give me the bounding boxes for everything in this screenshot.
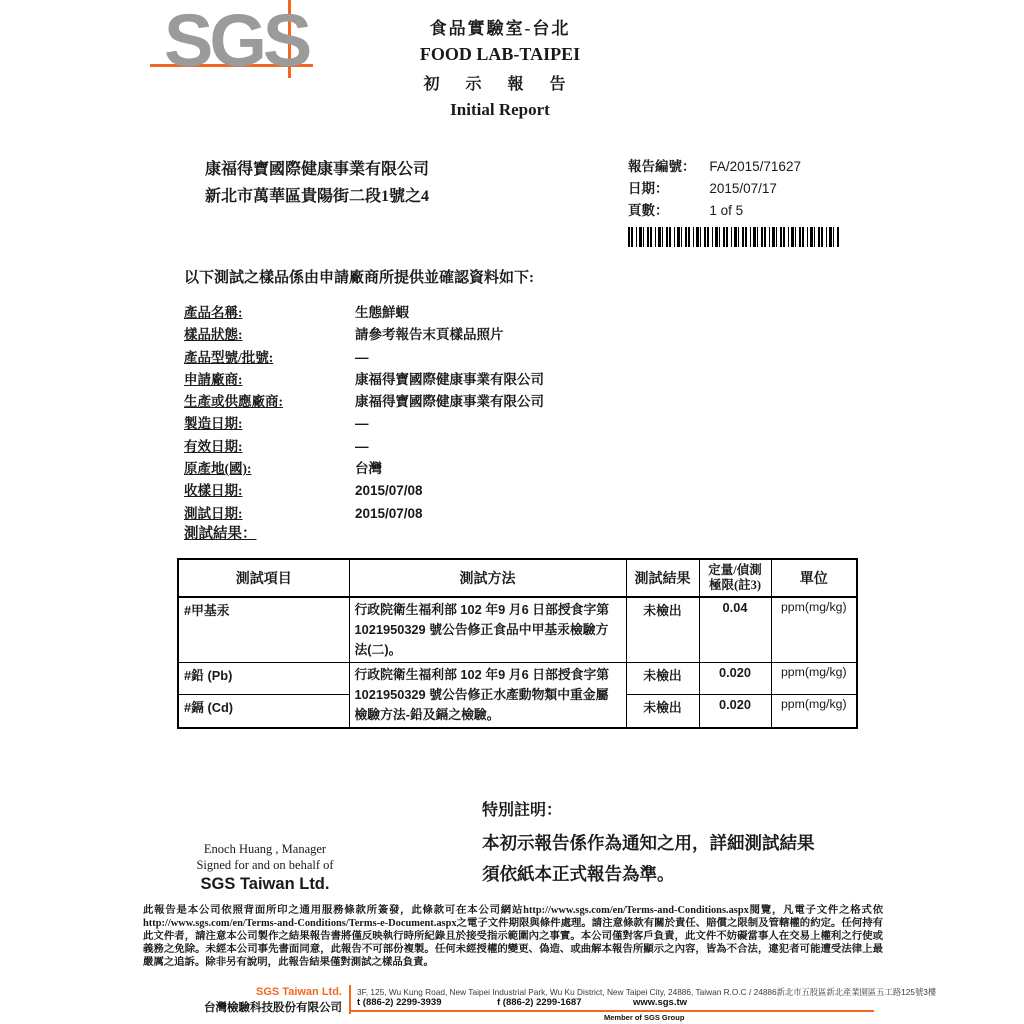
report-number-row	[628, 156, 801, 178]
report-barcode	[628, 227, 840, 247]
field-value: 台灣	[355, 461, 382, 477]
cell-unit: ppm(mg/kg)	[771, 663, 857, 695]
results-heading: 測試結果：	[184, 526, 257, 542]
signature-company: SGS Taiwan Ltd.	[200, 875, 330, 893]
field-label: 原產地(國):	[184, 461, 252, 477]
special-note-title: 特別註明：	[482, 802, 563, 819]
footer-company-block	[140, 986, 342, 1015]
field-sample-status	[184, 323, 544, 345]
field-value: 2015/07/08	[355, 505, 423, 521]
field-value: —	[355, 416, 369, 432]
cell-item: #鉛 (Pb)	[178, 663, 349, 695]
field-value: 生態鮮蝦	[355, 305, 409, 320]
report-pages-value: 1 of 5	[709, 203, 744, 218]
cell-method: 行政院衛生福利部 102 年9 月6 日部授食字第 1021950329 號公告修正食品中甲基汞檢驗方法(二)。	[349, 597, 626, 663]
client-name: 康福得寶國際健康事業有限公司	[205, 161, 430, 178]
field-expiry-date	[184, 435, 544, 457]
field-manufacture-date	[184, 412, 544, 434]
report-date-row	[628, 178, 801, 200]
cell-result: 未檢出	[626, 663, 699, 695]
field-receive-date	[184, 479, 544, 501]
footer-company-en: SGS Taiwan Ltd.	[256, 986, 342, 998]
cell-item: #甲基汞	[178, 597, 349, 663]
field-value: 請參考報告末頁樣品照片	[355, 327, 504, 343]
legal-disclaimer: 此報告是本公司依照背面所印之通用服務條款所簽發，此條款可在本公司網站http://www.sgs.com/en/Terms-and-Conditions.aspx閱覽，凡電子文件之格式依http://www.sgs.com/en/Terms-and-Conditions/Terms-e-Document.aspx之電子文件期限與條件處理。請注意條款有關於責任、賠償之限制及管轄權的約定。任何持有此文件者，請注意本公司製作之結果報告書將僅反映執行時所紀錄且於接受指示範圍內之事實。本公司僅對客戶負責，此文件不妨礙當事人在交易上權利之行使或義務之免除。未經本公司事先書面同意，此報告不可部份複製。任何未經授權的變更、偽造、或曲解本報告所顯示之內容，皆為不合法，違犯者可能遭受法律上最嚴厲之追訴。除非另有說明，此報告結果僅對測試之樣品負責。	[143, 905, 883, 968]
table-row	[178, 597, 857, 663]
field-label: 樣品狀態:	[184, 327, 243, 343]
field-product-name	[184, 301, 544, 323]
report-type-en: Initial Report	[450, 100, 550, 119]
field-origin-country	[184, 457, 544, 479]
footer-orange-rule	[349, 1010, 874, 1012]
field-value: 康福得寶國際健康事業有限公司	[355, 394, 544, 410]
header-test-result: 測試結果	[626, 559, 699, 597]
results-table	[177, 558, 858, 729]
report-number-value: FA/2015/71627	[709, 159, 801, 174]
field-label: 有效日期:	[184, 438, 243, 454]
signer-name-title: Enoch Huang , Manager	[203, 842, 327, 856]
header-detection-limit-line1: 定量/偵測	[708, 563, 762, 577]
field-test-date	[184, 502, 544, 524]
field-label: 製造日期:	[184, 416, 243, 432]
footer-company-zh: 台灣檢驗科技股份有限公司	[204, 1002, 342, 1014]
intro-line: 以下測試之樣品係由申請廠商所提供並確認資料如下:	[184, 270, 534, 286]
header-detection-limit	[699, 559, 771, 597]
field-label: 申請廠商:	[184, 371, 243, 387]
field-label: 產品名稱:	[184, 305, 243, 320]
cell-unit: ppm(mg/kg)	[771, 695, 857, 728]
header-test-item: 測試項目	[178, 559, 349, 597]
report-pages-label: 頁數：	[628, 203, 669, 218]
table-header-row	[178, 559, 857, 597]
signed-for-line: Signed for and on behalf of	[196, 858, 334, 872]
footer-telephone: t (886-2) 2299-3939	[357, 997, 442, 1008]
sgs-logo: SGS	[164, 0, 309, 82]
header-unit: 單位	[771, 559, 857, 597]
lab-title-zh: 食品實驗室-台北	[429, 19, 571, 38]
special-note-line2: 須依紙本正式報告為準。	[482, 864, 675, 884]
cell-result: 未檢出	[626, 597, 699, 663]
signature-block	[142, 841, 388, 894]
sample-fields	[184, 301, 544, 524]
field-label: 收樣日期:	[184, 483, 243, 499]
field-value: 2015/07/08	[355, 483, 423, 499]
cell-limit: 0.020	[699, 695, 771, 728]
footer-member-of-sgs: Member of SGS Group	[604, 1013, 685, 1022]
report-date-value: 2015/07/17	[709, 181, 777, 196]
client-address: 新北市萬華區貴陽街二段1號之4	[205, 188, 430, 205]
field-model-lot	[184, 346, 544, 368]
cell-limit: 0.04	[699, 597, 771, 663]
report-pages-row	[628, 200, 801, 222]
field-value: 康福得寶國際健康事業有限公司	[355, 371, 544, 387]
cell-result: 未檢出	[626, 695, 699, 728]
lab-title-en: FOOD LAB-TAIPEI	[419, 44, 581, 64]
footer-fax: f (886-2) 2299-1687	[497, 997, 582, 1008]
header-test-method: 測試方法	[349, 559, 626, 597]
report-title-block	[330, 14, 670, 120]
cell-limit: 0.020	[699, 663, 771, 695]
footer-website: www.sgs.tw	[633, 997, 688, 1008]
report-number-label: 報告編號：	[628, 159, 696, 174]
footer-contact-row	[357, 997, 687, 1008]
field-applicant	[184, 368, 544, 390]
report-info	[628, 156, 801, 222]
cell-method: 行政院衛生福利部 102 年9 月6 日部授食字第 1021950329 號公告修正水產動物類中重金屬檢驗方法-鉛及鎘之檢驗。	[349, 663, 626, 729]
cell-unit: ppm(mg/kg)	[771, 597, 857, 663]
report-type-zh: 初 示 報 告	[423, 76, 577, 93]
header-detection-limit-line2: 極限(註3)	[708, 578, 762, 592]
field-label: 測試日期:	[184, 505, 243, 521]
field-label: 產品型號/批號:	[184, 349, 274, 365]
field-manufacturer	[184, 390, 544, 412]
field-value: —	[355, 438, 369, 454]
cell-item: #鎘 (Cd)	[178, 695, 349, 728]
special-note	[482, 797, 815, 890]
field-value: —	[355, 349, 369, 365]
table-row	[178, 663, 857, 695]
special-note-line1: 本初示報告係作為通知之用，詳細測試結果	[482, 833, 815, 853]
report-date-label: 日期：	[628, 181, 669, 196]
field-label: 生產或供應廠商:	[184, 394, 283, 410]
client-block	[205, 156, 429, 210]
footer-address: 3F, 125, Wu Kung Road, New Taipei Industrial Park, Wu Ku District, New Taipei City, 24886, Taiwan R.O.C / 24886新北市五股區新北產業園區五工路125號3樓	[357, 987, 937, 997]
